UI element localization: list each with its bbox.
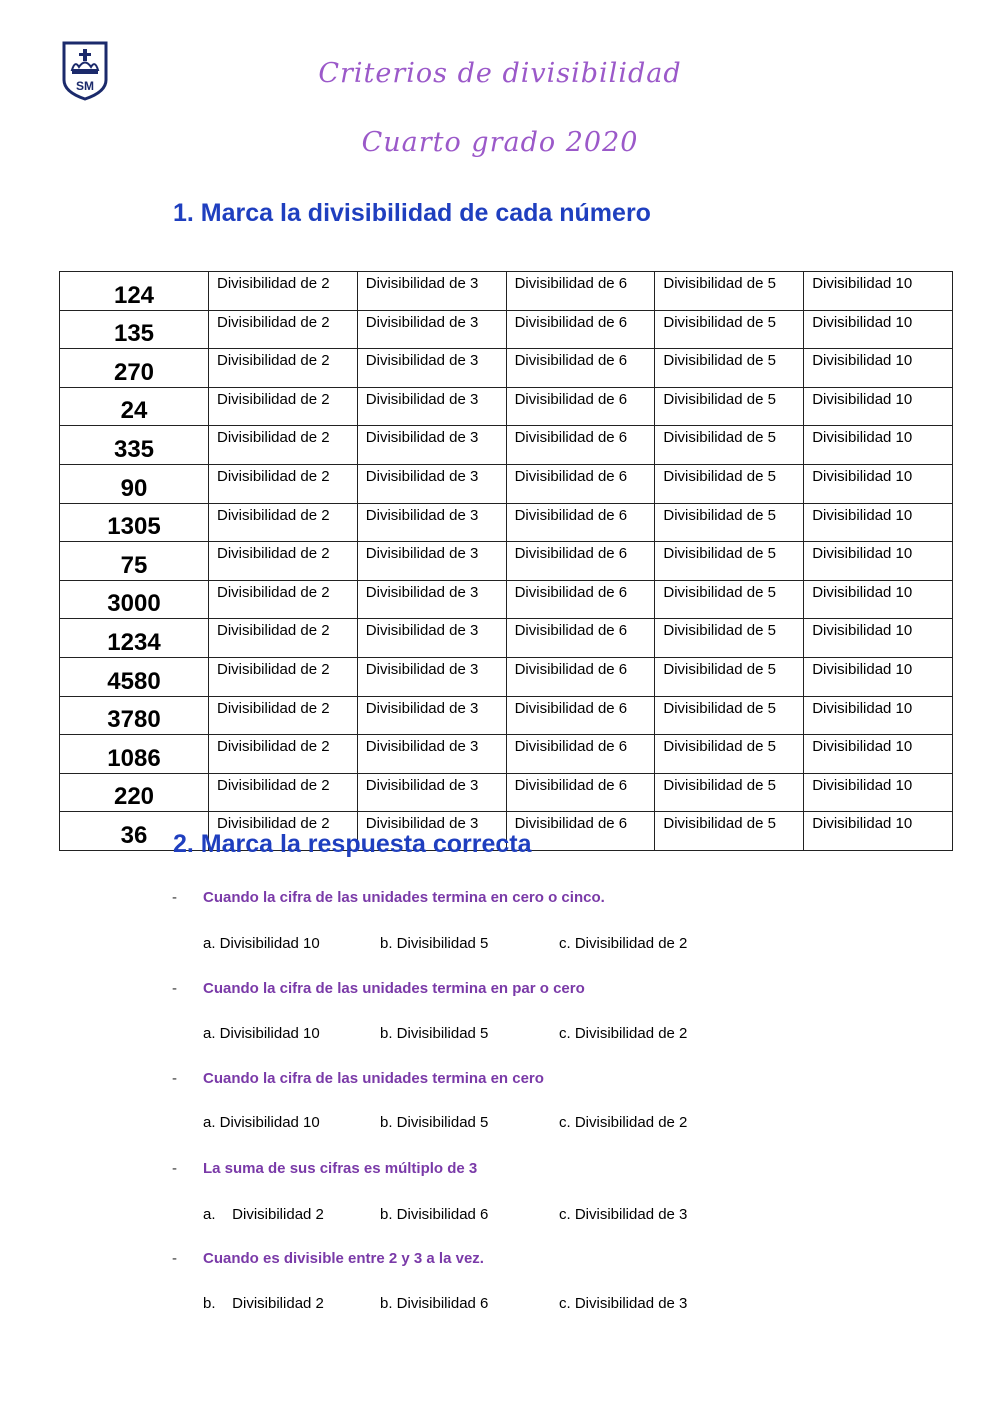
divisibility-option-cell[interactable]: Divisibilidad de 2 <box>209 349 358 388</box>
answers-4 <box>203 1206 903 1228</box>
divisibility-option-cell[interactable]: Divisibilidad de 3 <box>357 272 506 311</box>
divisibility-option-cell[interactable]: Divisibilidad de 3 <box>357 735 506 774</box>
number-cell: 75 <box>60 542 209 581</box>
divisibility-option-cell[interactable]: Divisibilidad de 6 <box>506 580 655 619</box>
divisibility-option-cell[interactable]: Divisibilidad de 5 <box>655 657 804 696</box>
table-row <box>60 426 953 465</box>
number-cell: 220 <box>60 773 209 812</box>
number-cell: 1234 <box>60 619 209 658</box>
question-text: Cuando es divisible entre 2 y 3 a la vez. <box>203 1250 484 1267</box>
question-dash: - <box>172 889 177 906</box>
question-dash: - <box>172 1250 177 1267</box>
number-cell: 3000 <box>60 580 209 619</box>
table-row <box>60 580 953 619</box>
divisibility-option-cell[interactable]: Divisibilidad de 2 <box>209 619 358 658</box>
table-row <box>60 349 953 388</box>
divisibility-option-cell[interactable]: Divisibilidad de 3 <box>357 580 506 619</box>
logo-text: SM <box>76 79 94 93</box>
divisibility-option-cell[interactable]: Divisibilidad de 5 <box>655 387 804 426</box>
table-row <box>60 696 953 735</box>
divisibility-option-cell[interactable]: Divisibilidad de 6 <box>506 426 655 465</box>
answer-option-b[interactable]: b. Divisibilidad 5 <box>380 935 489 952</box>
answers-3 <box>203 1114 903 1136</box>
question-dash: - <box>172 1070 177 1087</box>
divisibility-option-cell[interactable]: Divisibilidad de 3 <box>357 387 506 426</box>
divisibility-option-cell[interactable]: Divisibilidad de 2 <box>209 657 358 696</box>
divisibility-option-cell[interactable]: Divisibilidad de 2 <box>209 503 358 542</box>
divisibility-option-cell[interactable]: Divisibilidad 10 <box>804 426 953 465</box>
divisibility-option-cell[interactable]: Divisibilidad de 2 <box>209 580 358 619</box>
divisibility-option-cell[interactable]: Divisibilidad de 6 <box>506 735 655 774</box>
answer-option-a[interactable]: a. Divisibilidad 10 <box>203 1025 320 1042</box>
number-cell: 1305 <box>60 503 209 542</box>
divisibility-option-cell[interactable]: Divisibilidad de 2 <box>209 735 358 774</box>
divisibility-option-cell[interactable]: Divisibilidad de 6 <box>506 812 655 851</box>
divisibility-option-cell[interactable]: Divisibilidad 10 <box>804 657 953 696</box>
divisibility-option-cell[interactable]: Divisibilidad de 5 <box>655 464 804 503</box>
table-row <box>60 735 953 774</box>
divisibility-option-cell[interactable]: Divisibilidad de 3 <box>357 503 506 542</box>
divisibility-option-cell[interactable]: Divisibilidad de 3 <box>357 542 506 581</box>
divisibility-option-cell[interactable]: Divisibilidad de 3 <box>357 349 506 388</box>
divisibility-option-cell[interactable]: Divisibilidad de 6 <box>506 619 655 658</box>
question-text: Cuando la cifra de las unidades termina en par o cero <box>203 980 585 997</box>
divisibility-option-cell[interactable]: Divisibilidad de 6 <box>506 657 655 696</box>
divisibility-option-cell[interactable]: Divisibilidad 10 <box>804 503 953 542</box>
divisibility-option-cell[interactable]: Divisibilidad de 3 <box>357 773 506 812</box>
number-cell: 135 <box>60 310 209 349</box>
divisibility-option-cell[interactable]: Divisibilidad de 6 <box>506 696 655 735</box>
divisibility-option-cell[interactable]: Divisibilidad de 5 <box>655 542 804 581</box>
divisibility-option-cell[interactable]: Divisibilidad de 2 <box>209 426 358 465</box>
number-cell: 24 <box>60 387 209 426</box>
page-title: Criterios de divisibilidad <box>318 58 682 89</box>
divisibility-option-cell[interactable]: Divisibilidad de 6 <box>506 272 655 311</box>
answer-option-b[interactable]: b. Divisibilidad 5 <box>380 1025 489 1042</box>
question-text: La suma de sus cifras es múltiplo de 3 <box>203 1160 478 1177</box>
divisibility-option-cell[interactable]: Divisibilidad 10 <box>804 542 953 581</box>
divisibility-option-cell[interactable]: Divisibilidad de 2 <box>209 542 358 581</box>
answers-1 <box>203 935 903 957</box>
divisibility-option-cell[interactable]: Divisibilidad 10 <box>804 812 953 851</box>
divisibility-option-cell[interactable]: Divisibilidad 10 <box>804 310 953 349</box>
answer-option-c[interactable]: c. Divisibilidad de 2 <box>559 1025 688 1042</box>
divisibility-option-cell[interactable]: Divisibilidad de 3 <box>357 619 506 658</box>
divisibility-option-cell[interactable]: Divisibilidad de 3 <box>357 464 506 503</box>
table-row <box>60 542 953 581</box>
divisibility-option-cell[interactable]: Divisibilidad de 3 <box>357 696 506 735</box>
divisibility-option-cell[interactable]: Divisibilidad de 5 <box>655 503 804 542</box>
number-cell: 124 <box>60 272 209 311</box>
divisibility-option-cell[interactable]: Divisibilidad de 2 <box>209 310 358 349</box>
answers-5 <box>203 1295 903 1317</box>
table-row <box>60 464 953 503</box>
question-text: Cuando la cifra de las unidades termina en cero o cinco. <box>203 889 605 906</box>
divisibility-table <box>59 271 953 851</box>
table-row <box>60 619 953 658</box>
answer-option-c[interactable]: c. Divisibilidad de 3 <box>559 1206 688 1223</box>
number-cell: 3780 <box>60 696 209 735</box>
divisibility-option-cell[interactable]: Divisibilidad de 5 <box>655 773 804 812</box>
divisibility-option-cell[interactable]: Divisibilidad de 6 <box>506 387 655 426</box>
table-row <box>60 387 953 426</box>
divisibility-option-cell[interactable]: Divisibilidad de 2 <box>209 812 358 851</box>
divisibility-option-cell[interactable]: Divisibilidad de 5 <box>655 580 804 619</box>
number-cell: 1086 <box>60 735 209 774</box>
divisibility-option-cell[interactable]: Divisibilidad 10 <box>804 773 953 812</box>
table-row <box>60 272 953 311</box>
divisibility-option-cell[interactable]: Divisibilidad de 2 <box>209 387 358 426</box>
number-cell: 335 <box>60 426 209 465</box>
divisibility-option-cell[interactable]: Divisibilidad de 3 <box>357 426 506 465</box>
number-cell: 36 <box>60 812 209 851</box>
divisibility-option-cell[interactable]: Divisibilidad de 5 <box>655 696 804 735</box>
divisibility-option-cell[interactable]: Divisibilidad 10 <box>804 464 953 503</box>
question-5 <box>172 1250 872 1267</box>
table-row <box>60 657 953 696</box>
answer-option-a[interactable]: a. Divisibilidad 2 <box>203 1206 324 1223</box>
answer-option-a[interactable]: a. Divisibilidad 10 <box>203 1114 320 1131</box>
divisibility-option-cell[interactable]: Divisibilidad 10 <box>804 619 953 658</box>
answer-option-a[interactable]: a. Divisibilidad 10 <box>203 935 320 952</box>
answers-2 <box>203 1025 903 1047</box>
divisibility-option-cell[interactable]: Divisibilidad de 6 <box>506 503 655 542</box>
question-dash: - <box>172 1160 177 1177</box>
answer-option-b[interactable]: b. Divisibilidad 5 <box>380 1114 489 1131</box>
table-row <box>60 310 953 349</box>
divisibility-option-cell[interactable]: Divisibilidad de 3 <box>357 310 506 349</box>
divisibility-option-cell[interactable]: Divisibilidad de 6 <box>506 773 655 812</box>
divisibility-option-cell[interactable]: Divisibilidad 10 <box>804 387 953 426</box>
divisibility-option-cell[interactable]: Divisibilidad de 2 <box>209 696 358 735</box>
divisibility-option-cell[interactable]: Divisibilidad de 2 <box>209 773 358 812</box>
divisibility-option-cell[interactable]: Divisibilidad de 3 <box>357 812 506 851</box>
question-4 <box>172 1160 872 1177</box>
divisibility-option-cell[interactable]: Divisibilidad de 6 <box>506 349 655 388</box>
number-cell: 90 <box>60 464 209 503</box>
divisibility-option-cell[interactable]: Divisibilidad de 5 <box>655 735 804 774</box>
divisibility-option-cell[interactable]: Divisibilidad 10 <box>804 735 953 774</box>
divisibility-option-cell[interactable]: Divisibilidad de 5 <box>655 349 804 388</box>
divisibility-option-cell[interactable]: Divisibilidad de 2 <box>209 272 358 311</box>
question-2 <box>172 980 872 997</box>
question-dash: - <box>172 980 177 997</box>
question-3 <box>172 1070 872 1087</box>
table-row <box>60 773 953 812</box>
divisibility-option-cell[interactable]: Divisibilidad de 6 <box>506 464 655 503</box>
section1-heading: 1. Marca la divisibilidad de cada número <box>173 199 651 227</box>
divisibility-option-cell[interactable]: Divisibilidad de 3 <box>357 657 506 696</box>
divisibility-option-cell[interactable]: Divisibilidad de 2 <box>209 464 358 503</box>
divisibility-option-cell[interactable]: Divisibilidad 10 <box>804 580 953 619</box>
divisibility-option-cell[interactable]: Divisibilidad de 5 <box>655 619 804 658</box>
divisibility-option-cell[interactable]: Divisibilidad de 5 <box>655 272 804 311</box>
divisibility-option-cell[interactable]: Divisibilidad de 5 <box>655 812 804 851</box>
answer-option-b[interactable]: b. Divisibilidad 6 <box>380 1206 489 1223</box>
table-row <box>60 503 953 542</box>
page-subtitle: Cuarto grado 2020 <box>361 127 639 158</box>
answer-option-b[interactable]: b. Divisibilidad 6 <box>380 1295 489 1312</box>
answer-option-c[interactable]: c. Divisibilidad de 2 <box>559 1114 688 1131</box>
divisibility-option-cell[interactable]: Divisibilidad de 6 <box>506 542 655 581</box>
section2-heading: 2. Marca la respuesta correcta <box>173 830 532 858</box>
question-text: Cuando la cifra de las unidades termina en cero <box>203 1070 544 1087</box>
question-1 <box>172 889 872 906</box>
answer-option-c[interactable]: c. Divisibilidad de 2 <box>559 935 688 952</box>
answer-option-c[interactable]: c. Divisibilidad de 3 <box>559 1295 688 1312</box>
divisibility-option-cell[interactable]: Divisibilidad de 5 <box>655 310 804 349</box>
divisibility-option-cell[interactable]: Divisibilidad 10 <box>804 696 953 735</box>
divisibility-option-cell[interactable]: Divisibilidad 10 <box>804 272 953 311</box>
number-cell: 270 <box>60 349 209 388</box>
divisibility-option-cell[interactable]: Divisibilidad 10 <box>804 349 953 388</box>
number-cell: 4580 <box>60 657 209 696</box>
divisibility-option-cell[interactable]: Divisibilidad de 5 <box>655 426 804 465</box>
divisibility-option-cell[interactable]: Divisibilidad de 6 <box>506 310 655 349</box>
answer-option-a[interactable]: b. Divisibilidad 2 <box>203 1295 324 1312</box>
